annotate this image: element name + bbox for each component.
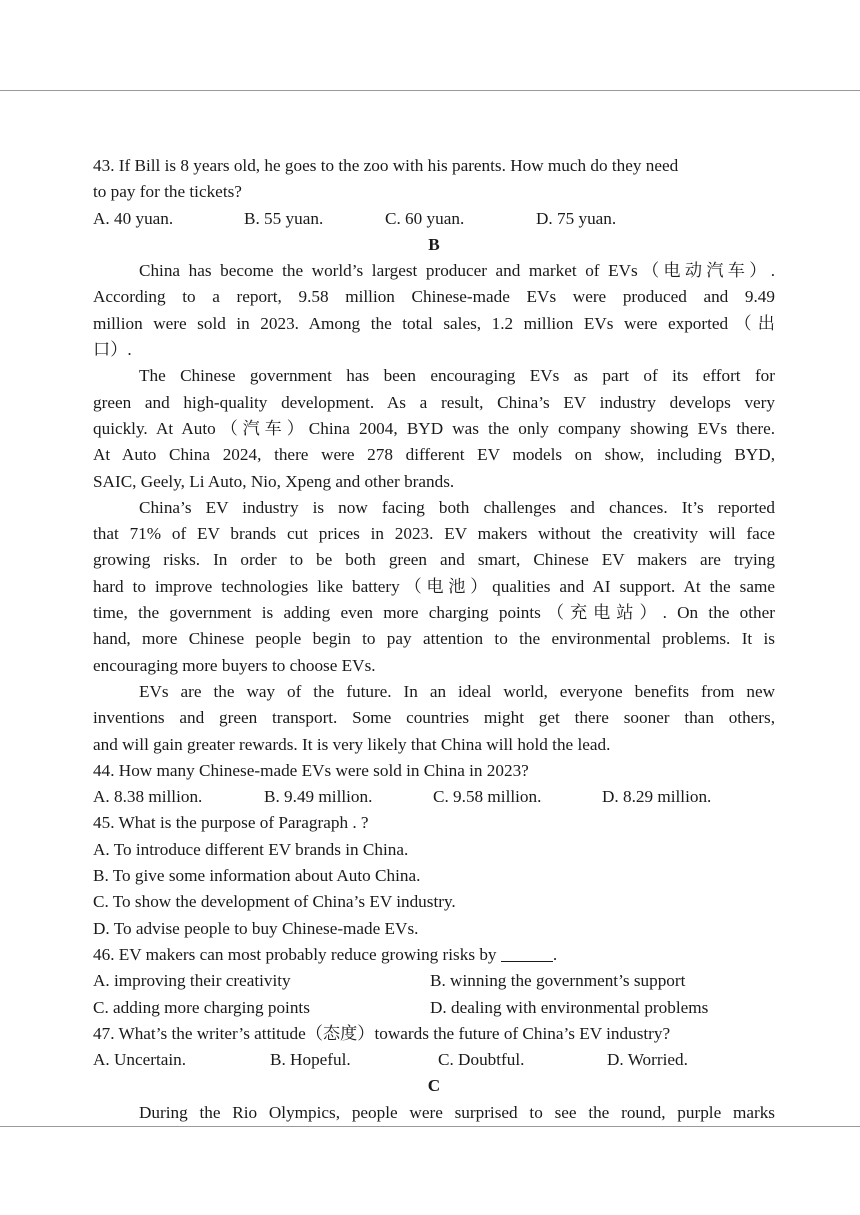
question-46-stem-end: . xyxy=(552,944,558,964)
question-44-option-b: B. 9.49 million. xyxy=(264,787,373,807)
answer-blank xyxy=(501,947,553,962)
section-c-passage-line: During the Rio Olympics, people were surprised to see the round, purple marks xyxy=(139,1102,775,1122)
passage-line: encouraging more buyers to choose EVs. xyxy=(93,655,376,675)
passage-line: growing risks. In order to be both green and smart, Chinese EV makers are trying xyxy=(93,550,775,570)
question-44-options xyxy=(93,784,775,810)
exam-page xyxy=(0,90,860,1127)
passage-line: At Auto China 2024, there were 278 different EV models on show, including BYD, xyxy=(93,445,775,465)
question-43-option-b: B. 55 yuan. xyxy=(244,208,324,228)
question-44 xyxy=(93,758,775,811)
question-45 xyxy=(93,810,775,941)
question-43-stem-line-2: to pay for the tickets? xyxy=(93,182,242,202)
question-44-option-d: D. 8.29 million. xyxy=(602,787,712,807)
section-b-passage xyxy=(93,258,775,758)
passage-line: and will gain greater rewards. It is very likely that China will hold the lead. xyxy=(93,734,611,754)
question-47 xyxy=(93,1021,775,1074)
question-46-options-row-1 xyxy=(93,968,775,994)
question-46-option-a: A. improving their creativity xyxy=(93,971,291,991)
passage-line: million were sold in 2023. Among the total sales, 1.2 million EVs were exported（出 xyxy=(93,313,775,333)
passage-line: quickly. At Auto（汽车）China 2004, BYD was the only company showing EVs there. xyxy=(93,418,775,438)
question-45-option-a: A. To introduce different EV brands in China. xyxy=(93,839,409,859)
question-47-options xyxy=(93,1047,775,1073)
question-47-stem: 47. What’s the writer’s attitude（态度）towards the future of China’s EV industry? xyxy=(93,1023,671,1043)
question-43-options xyxy=(93,206,775,232)
passage-line: time, the government is adding even more charging points（充电站）. On the other xyxy=(93,603,775,623)
passage-line: SAIC, Geely, Li Auto, Nio, Xpeng and other brands. xyxy=(93,471,455,491)
passage-line: inventions and green transport. Some countries might get there sooner than others, xyxy=(93,708,775,728)
passage-line: According to a report, 9.58 million Chinese-made EVs were produced and 9.49 xyxy=(93,287,775,307)
section-b-heading: B xyxy=(428,234,440,254)
passage-line: China has become the world’s largest producer and market of EVs（电动汽车）. xyxy=(139,261,775,281)
passage-line: that 71% of EV brands cut prices in 2023. EV makers without the creativity will face xyxy=(93,524,775,544)
question-43 xyxy=(93,153,775,232)
section-c-heading: C xyxy=(427,1076,441,1096)
question-44-stem: 44. How many Chinese-made EVs were sold in China in 2023? xyxy=(93,760,529,780)
question-45-stem: 45. What is the purpose of Paragraph . ? xyxy=(93,813,369,833)
question-44-option-c: C. 9.58 million. xyxy=(433,787,542,807)
question-45-option-c: C. To show the development of China’s EV industry. xyxy=(93,892,456,912)
question-46 xyxy=(93,942,775,1021)
question-43-stem-line-1: 43. If Bill is 8 years old, he goes to the zoo with his parents. How much do they need xyxy=(93,156,679,175)
question-47-option-a: A. Uncertain. xyxy=(93,1050,187,1070)
passage-line: green and high-quality development. As a result, China’s EV industry develops very xyxy=(93,392,775,412)
question-47-option-b: B. Hopeful. xyxy=(270,1050,351,1070)
passage-line: The Chinese government has been encouraging EVs as part of its effort for xyxy=(139,366,775,386)
question-44-option-a: A. 8.38 million. xyxy=(93,787,203,807)
question-46-stem: 46. EV makers can most probably reduce growing risks by xyxy=(93,944,497,964)
question-47-option-d: D. Worried. xyxy=(607,1050,688,1070)
question-47-option-c: C. Doubtful. xyxy=(438,1050,525,1070)
question-46-stem-line xyxy=(93,942,775,968)
question-43-option-a: A. 40 yuan. xyxy=(93,208,174,228)
question-46-option-b: B. winning the government’s support xyxy=(430,971,686,991)
question-43-option-c: C. 60 yuan. xyxy=(385,208,465,228)
question-46-option-c: C. adding more charging points xyxy=(93,997,310,1017)
passage-line: China’s EV industry is now facing both challenges and chances. It’s reported xyxy=(139,497,775,517)
passage-line: EVs are the way of the future. In an ideal world, everyone benefits from new xyxy=(139,681,775,701)
passage-line: hard to improve technologies like battery（电池）qualities and AI support. At the same xyxy=(93,576,775,596)
question-45-option-b: B. To give some information about Auto China. xyxy=(93,866,421,886)
question-43-option-d: D. 75 yuan. xyxy=(536,208,617,228)
passage-line: hand, more Chinese people begin to pay attention to the environmental problems. It is xyxy=(93,629,775,649)
question-46-options-row-2 xyxy=(93,995,775,1021)
question-46-option-d: D. dealing with environmental problems xyxy=(430,997,709,1017)
question-45-option-d: D. To advise people to buy Chinese-made EVs. xyxy=(93,918,419,938)
page-content xyxy=(93,153,775,1126)
passage-line: 口）. xyxy=(93,340,132,360)
